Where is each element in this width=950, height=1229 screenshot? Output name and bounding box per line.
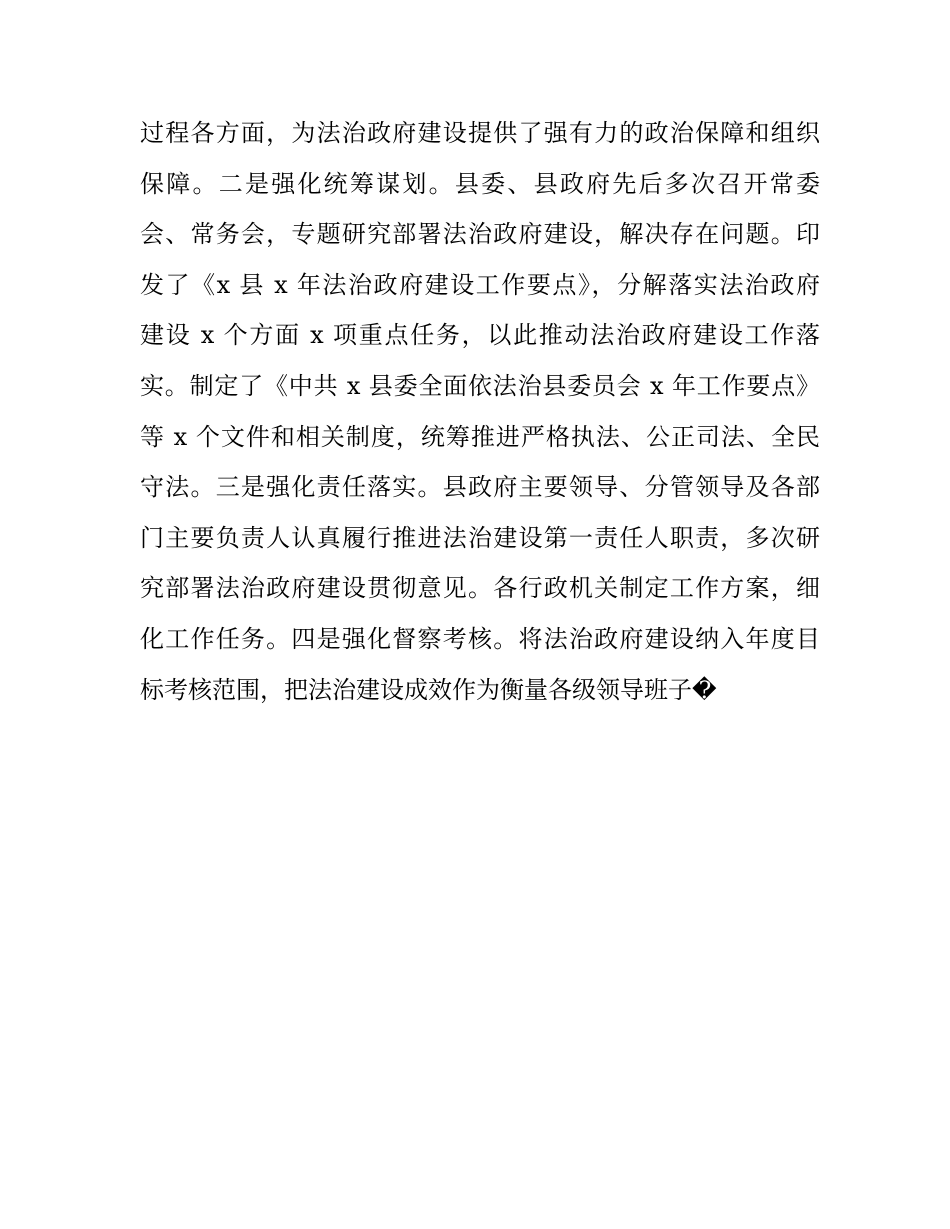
- body-paragraph: [140, 108, 820, 715]
- text-line: 实。制定了《中共 x 县委全面依法治县委员会 x 年工作要点》: [140, 371, 820, 400]
- text-line: 门主要负责人认真履行推进法治建设第一责任人职责，多次研: [140, 523, 820, 552]
- text-line: 发了《x 县 x 年法治政府建设工作要点》，分解落实法治政府: [140, 270, 820, 299]
- text-line: 会、常务会，专题研究部署法治政府建设，解决存在问题。印: [140, 220, 820, 249]
- text-line: 究部署法治政府建设贯彻意见。各行政机关制定工作方案，细: [140, 574, 820, 603]
- text-line: 守法。三是强化责任落实。县政府主要领导、分管领导及各部: [140, 473, 820, 502]
- text-line: 建设 x 个方面 x 项重点任务，以此推动法治政府建设工作落: [140, 321, 820, 350]
- text-line: 过程各方面，为法治政府建设提供了强有力的政治保障和组织: [140, 119, 820, 147]
- text-line: 保障。二是强化统筹谋划。县委、县政府先后多次召开常委: [140, 169, 820, 198]
- text-line: 化工作任务。四是强化督察考核。将法治政府建设纳入年度目: [140, 624, 820, 653]
- text-line: 标考核范围，把法治建设成效作为衡量各级领导班子�: [140, 675, 717, 704]
- text-line: 等 x 个文件和相关制度，统筹推进严格执法、公正司法、全民: [140, 422, 820, 451]
